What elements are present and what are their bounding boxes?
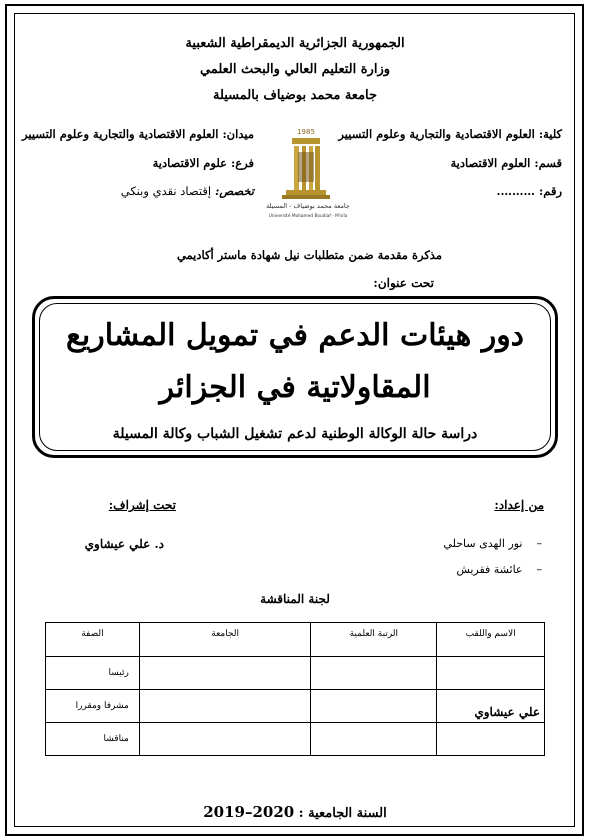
academic-year [0, 803, 590, 821]
number-key: رقم: [539, 184, 562, 198]
thesis-title-line1: دور هيئات الدعم في تمويل المشاريع [65, 318, 525, 353]
cell-role: رئيسا [46, 657, 140, 690]
department-key: قسم: [534, 156, 562, 170]
number-line [497, 184, 562, 198]
table-row [46, 723, 545, 756]
student-2-name: عائشة فقريش [456, 563, 523, 576]
cell-university [139, 657, 311, 690]
cell-name [437, 657, 545, 690]
cell-rank [311, 657, 437, 690]
prepared-by-label: من إعداد: [494, 498, 544, 512]
branch-line [153, 156, 254, 170]
faculty-value: العلوم الاقتصادية والتجارية وعلوم التسيير [338, 127, 535, 141]
header-role: الصفة [46, 623, 140, 657]
cell-university [139, 690, 311, 723]
faculty-key: كلية: [538, 127, 562, 141]
student-1-bullet: – [536, 537, 542, 550]
logo-caption-fr: Université Mohamed Boudiaf - M'sila [268, 214, 348, 219]
branch-value: علوم الاقتصادية [152, 156, 228, 170]
university-logo [266, 124, 350, 224]
logo-caption-ar: جامعة محمد بوضياف - المسيلة [266, 202, 350, 210]
committee-title: لجنة المناقشة [260, 592, 330, 606]
cell-name: علي عيشاوي [437, 690, 545, 723]
branch-key: فرع: [231, 156, 254, 170]
field-value: العلوم الاقتصادية والتجارية وعلوم التسيير [22, 127, 219, 141]
cell-university [139, 723, 311, 756]
committee-header-row [46, 623, 545, 657]
memo-line: مذكرة مقدمة ضمن متطلبات نيل شهادة ماستر أكاديمي [176, 248, 442, 262]
republic-heading: الجمهورية الجزائرية الديمقراطية الشعبية [185, 36, 405, 51]
field-key: ميدان: [222, 127, 254, 141]
cell-role: مناقشا [46, 723, 140, 756]
specialty-line [121, 184, 254, 198]
under-title-label: تحت عنوان: [373, 276, 434, 290]
specialty-value: إقتصاد نقدي وبنكي [120, 184, 212, 198]
supervisor-name: د. علي عيشاوي [84, 537, 164, 551]
thesis-title-line2: المقاولاتية في الجزائر [159, 370, 431, 405]
specialty-key: تخصص: [215, 184, 254, 198]
ministry-heading: وزارة التعليم العالي والبحث العلمي [199, 62, 391, 77]
table-row [46, 690, 545, 723]
department-value: العلوم الاقتصادية [450, 156, 531, 170]
university-emblem-icon [266, 124, 350, 224]
cell-rank [311, 690, 437, 723]
table-row [46, 657, 545, 690]
supervision-label: تحت إشراف: [108, 498, 176, 512]
student-1-name: نور الهدى ساحلي [443, 537, 523, 550]
number-value: ………. [496, 184, 536, 198]
thesis-subtitle: دراسة حالة الوكالة الوطنية لدعم تشغيل الشباب وكالة المسيلة [112, 426, 478, 442]
student-2-bullet: – [536, 563, 542, 576]
faculty-line [338, 127, 562, 141]
header-rank: الرتبة العلمية [311, 623, 437, 657]
cell-name [437, 723, 545, 756]
student-1 [443, 537, 542, 550]
academic-year-label: السنة الجامعية : [298, 806, 387, 821]
logo-year: 1985 [297, 128, 315, 136]
department-line [451, 156, 562, 170]
committee-table [45, 622, 545, 756]
university-heading: جامعة محمد بوضياف بالمسيلة [212, 88, 378, 103]
header-name: الاسم واللقب [437, 623, 545, 657]
academic-year-value: 2020–2019 [203, 803, 295, 821]
cell-role: مشرفا ومقررا [46, 690, 140, 723]
field-line [22, 127, 254, 141]
cell-rank [311, 723, 437, 756]
header-university: الجامعة [139, 623, 311, 657]
student-2 [456, 563, 542, 576]
